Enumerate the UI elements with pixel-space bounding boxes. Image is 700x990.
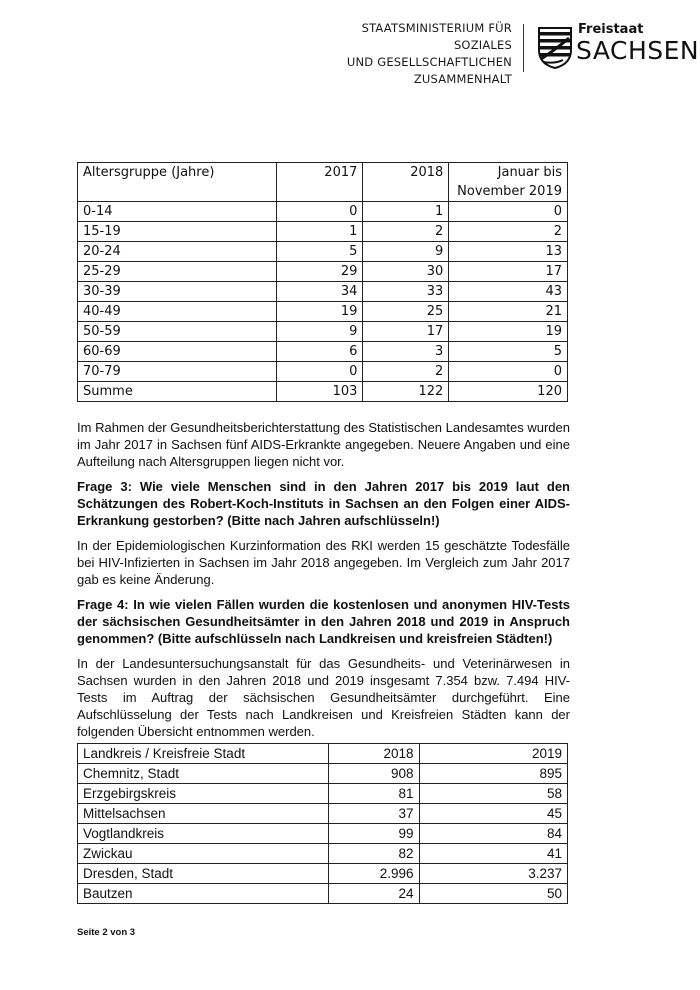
header-cell — [449, 163, 568, 202]
table-row — [78, 202, 568, 222]
table-cell: 43 — [449, 282, 568, 302]
table-cell: 1 — [277, 222, 363, 242]
table-cell: 17 — [449, 262, 568, 282]
table-cell: 2 — [363, 362, 449, 382]
table-row — [78, 382, 568, 402]
table-cell: 3 — [363, 342, 449, 362]
table-header-row — [78, 744, 568, 764]
table-cell: Chemnitz, Stadt — [78, 764, 329, 784]
table-cell: 24 — [329, 884, 419, 904]
table-cell: 34 — [277, 282, 363, 302]
answer-4: In der Landesuntersuchungsanstalt für das Gesundheits- und Veterinärwesen in Sachsen wurden in den Jahren 2018 und 2019 insgesamt 7.354 bzw. 7.494 HIV-Tests im Auftrag der sächsischen Gesundheitsämter durchgeführt. Eine Aufschlüsselung der Tests nach Landkreisen und Kreisfreien Städten kann der folgenden Übersicht entnommen werden. — [77, 656, 570, 739]
table-cell: 29 — [277, 262, 363, 282]
table-cell: 2 — [363, 222, 449, 242]
header-cell: Altersgruppe (Jahre) — [78, 163, 277, 202]
ministry-line-3: ZUSAMMENHALT — [413, 72, 512, 86]
header-cell: 2018 — [329, 744, 419, 764]
table-cell: 9 — [363, 242, 449, 262]
table-cell: 41 — [419, 844, 567, 864]
table-cell: 25-29 — [78, 262, 277, 282]
table-cell: 120 — [449, 382, 568, 402]
table-cell: 5 — [277, 242, 363, 262]
coat-of-arms-icon — [537, 26, 573, 70]
table-row — [78, 342, 568, 362]
ministry-name — [300, 20, 512, 88]
table-row — [78, 764, 568, 784]
table-cell: 58 — [419, 784, 567, 804]
question-3: Frage 3: Wie viele Menschen sind in den Jahren 2017 bis 2019 laut den Schätzungen des Robert-Koch-Instituts in Sachsen an den Folgen einer AIDS-Erkrankung gestorben? (Bitte nach Jahren aufschlüsseln!) — [77, 479, 570, 528]
table-cell: Erzgebirgskreis — [78, 784, 329, 804]
table-cell: 19 — [277, 302, 363, 322]
table-cell: 3.237 — [419, 864, 567, 884]
table-cell: 50 — [419, 884, 567, 904]
answer-3: In der Epidemiologischen Kurzinformation des RKI werden 15 geschätzte Todesfälle bei HIV-Infizierten in Sachsen im Jahr 2018 angegeben. Im Vergleich zum Jahr 2017 gab es keine Änderung. — [77, 538, 570, 587]
table-row — [78, 824, 568, 844]
table-row — [78, 884, 568, 904]
table-cell: Vogtlandkreis — [78, 824, 329, 844]
table-cell: 0 — [449, 202, 568, 222]
table-row — [78, 282, 568, 302]
header-cell: Landkreis / Kreisfreie Stadt — [78, 744, 329, 764]
table-cell: 103 — [277, 382, 363, 402]
table-cell: 13 — [449, 242, 568, 262]
table-cell: 9 — [277, 322, 363, 342]
table-cell: 5 — [449, 342, 568, 362]
table-row — [78, 242, 568, 262]
table-cell: 25 — [363, 302, 449, 322]
table-cell: 30 — [363, 262, 449, 282]
brand-freistaat: Freistaat — [578, 22, 644, 37]
table-cell: Zwickau — [78, 844, 329, 864]
table-row — [78, 262, 568, 282]
table-cell: 30-39 — [78, 282, 277, 302]
table-row — [78, 804, 568, 824]
table-cell: 0 — [449, 362, 568, 382]
table-row — [78, 844, 568, 864]
hiv-tests-table — [77, 743, 568, 904]
table-cell: 70-79 — [78, 362, 277, 382]
page-number: Seite 2 von 3 — [77, 927, 136, 938]
table-cell: 2.996 — [329, 864, 419, 884]
table-cell: 2 — [449, 222, 568, 242]
table-row — [78, 362, 568, 382]
table-cell: Bautzen — [78, 884, 329, 904]
table-cell: 99 — [329, 824, 419, 844]
ministry-line-1: STAATSMINISTERIUM FÜR SOZIALES — [361, 21, 512, 52]
table-cell: 33 — [363, 282, 449, 302]
table-cell: 20-24 — [78, 242, 277, 262]
header-cell: 2018 — [363, 163, 449, 202]
table-cell: 60-69 — [78, 342, 277, 362]
header-cell: 2019 — [419, 744, 567, 764]
table-cell: 19 — [449, 322, 568, 342]
table-row — [78, 784, 568, 804]
table-cell: 82 — [329, 844, 419, 864]
table-cell: 37 — [329, 804, 419, 824]
table-header-row — [78, 163, 568, 202]
brand-sachsen: SACHSEN — [576, 36, 700, 65]
header-divider — [523, 24, 524, 72]
table-row — [78, 302, 568, 322]
table-cell: 81 — [329, 784, 419, 804]
table-cell: 0-14 — [78, 202, 277, 222]
table-cell: 895 — [419, 764, 567, 784]
table-row — [78, 322, 568, 342]
ministry-line-2: UND GESELLSCHAFTLICHEN — [346, 55, 512, 69]
table-cell: Summe — [78, 382, 277, 402]
table-cell: 50-59 — [78, 322, 277, 342]
table-row — [78, 864, 568, 884]
age-group-table — [77, 162, 568, 402]
header-cell-line-1: Januar bis — [497, 165, 562, 180]
table-cell: 17 — [363, 322, 449, 342]
table-cell: 1 — [363, 202, 449, 222]
table-cell: Dresden, Stadt — [78, 864, 329, 884]
question-4: Frage 4: In wie vielen Fällen wurden die kostenlosen und anonymen HIV-Tests der sächsischen Gesundheitsämter in den Jahren 2018 und 2019 in Anspruch genommen? (Bitte aufschlüsseln nach Landkreisen und kreisfreien Städten!) — [77, 597, 570, 646]
header-cell: 2017 — [277, 163, 363, 202]
table-cell: 40-49 — [78, 302, 277, 322]
table-cell: 21 — [449, 302, 568, 322]
table-cell: 0 — [277, 202, 363, 222]
table-cell: 84 — [419, 824, 567, 844]
table-cell: 0 — [277, 362, 363, 382]
paragraph-aids-report: Im Rahmen der Gesundheitsberichterstattung des Statistischen Landesamtes wurden im Jahr 2017 in Sachsen fünf AIDS-Erkrankte angegeben. Neuere Angaben und eine Aufteilung nach Altersgruppen liegen nicht vor. — [77, 420, 570, 469]
table-cell: 122 — [363, 382, 449, 402]
header-cell-line-2: November 2019 — [457, 184, 562, 199]
table-row — [78, 222, 568, 242]
table-cell: Mittelsachsen — [78, 804, 329, 824]
table-cell: 15-19 — [78, 222, 277, 242]
table-cell: 908 — [329, 764, 419, 784]
table-cell: 45 — [419, 804, 567, 824]
table-cell: 6 — [277, 342, 363, 362]
